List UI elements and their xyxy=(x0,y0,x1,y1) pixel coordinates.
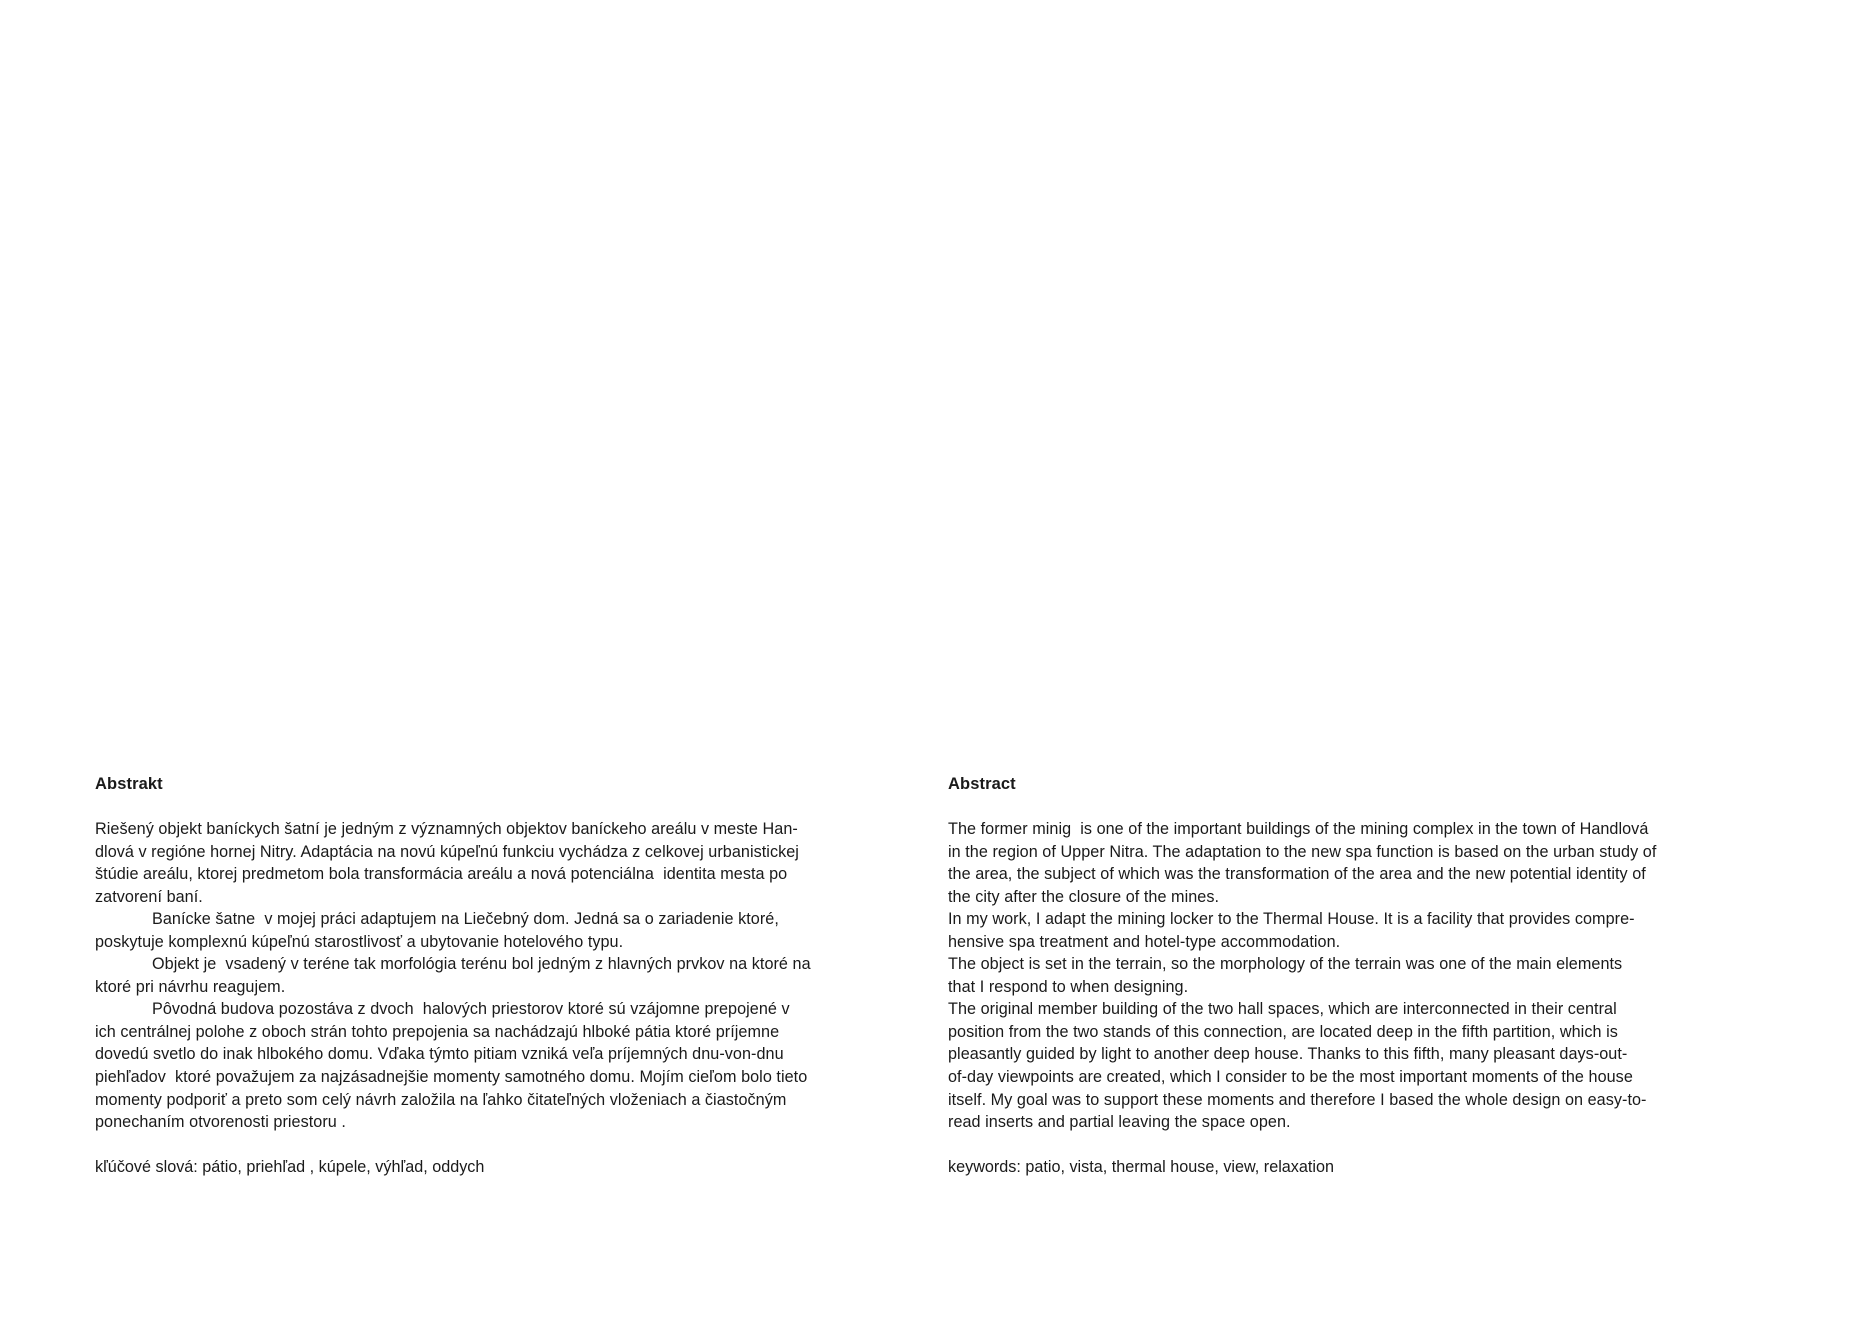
text-line: ktoré pri návrhu reagujem. xyxy=(95,977,286,996)
keywords-slovak: kľúčové slová: pátio, priehľad , kúpele, výhľad, oddych xyxy=(95,1158,485,1177)
text-line: read inserts and partial leaving the space open. xyxy=(948,1113,1291,1132)
abstract-slovak xyxy=(95,773,895,1179)
text-line: piehľadov ktoré považujem za najzásadnejšie momenty samotného domu. Mojím cieľom bolo tieto xyxy=(95,1068,808,1087)
text-line: poskytuje komplexnú kúpeľnú starostlivosť a ubytovanie hotelového typu. xyxy=(95,932,624,951)
text-line: The original member building of the two hall spaces, which are interconnected in their central xyxy=(948,1000,1617,1019)
abstract-heading-slovak: Abstrakt xyxy=(95,775,163,793)
keywords-english: keywords: patio, vista, thermal house, view, relaxation xyxy=(948,1158,1334,1177)
text-line: Banícke šatne v mojej práci adaptujem na Liečebný dom. Jedná sa o zariadenie ktoré, xyxy=(152,910,779,929)
text-line: position from the two stands of this connection, are located deep in the fifth partition, which is xyxy=(948,1022,1618,1041)
text-line: the area, the subject of which was the transformation of the area and the new potential identity of xyxy=(948,865,1646,884)
abstract-body-english xyxy=(948,818,1748,1134)
text-line: momenty podporiť a preto som celý návrh založila na ľahko čitateľných vloženiach a čiastočným xyxy=(95,1090,787,1109)
text-line: of-day viewpoints are created, which I consider to be the most important moments of the house xyxy=(948,1068,1633,1087)
text-line: ponechaním otvorenosti priestoru . xyxy=(95,1113,346,1132)
text-line: that I respond to when designing. xyxy=(948,977,1189,996)
text-line: Riešený objekt baníckych šatní je jedným z významných objektov baníckeho areálu v meste Han- xyxy=(95,820,798,838)
text-line: The object is set in the terrain, so the morphology of the terrain was one of the main elements xyxy=(948,955,1623,974)
abstract-body-slovak xyxy=(95,818,895,1134)
text-line: In my work, I adapt the mining locker to the Thermal House. It is a facility that provides compre- xyxy=(948,910,1635,929)
text-line: Pôvodná budova pozostáva z dvoch halových priestorov ktoré sú vzájomne prepojené v xyxy=(152,1000,790,1019)
text-line: The former minig is one of the important buildings of the mining complex in the town of Handlová xyxy=(948,820,1649,838)
text-line: štúdie areálu, ktorej predmetom bola transformácia areálu a nová potenciálna identita mesta po xyxy=(95,865,788,884)
text-line: hensive spa treatment and hotel-type accommodation. xyxy=(948,932,1341,951)
text-line: itself. My goal was to support these moments and therefore I based the whole design on easy-to- xyxy=(948,1090,1647,1109)
text-line: zatvorení baní. xyxy=(95,887,203,906)
text-line: in the region of Upper Nitra. The adaptation to the new spa function is based on the urban study of xyxy=(948,842,1657,861)
text-line: pleasantly guided by light to another deep house. Thanks to this fifth, many pleasant days-out- xyxy=(948,1045,1628,1064)
abstract-english xyxy=(948,773,1748,1179)
text-line: the city after the closure of the mines. xyxy=(948,887,1220,906)
abstract-heading-english: Abstract xyxy=(948,775,1016,793)
text-line: dovedú svetlo do inak hlbokého domu. Vďaka týmto pitiam vzniká veľa príjemných dnu-von-dnu xyxy=(95,1045,784,1064)
text-line: ich centrálnej polohe z oboch strán tohto prepojenia sa nachádzajú hlboké pátia ktoré príjemne xyxy=(95,1022,780,1041)
text-line: Objekt je vsadený v teréne tak morfológia terénu bol jedným z hlavných prvkov na ktoré na xyxy=(152,955,811,974)
text-line: dlová v regióne hornej Nitry. Adaptácia na novú kúpeľnú funkciu vychádza z celkovej urbanistickej xyxy=(95,842,799,861)
